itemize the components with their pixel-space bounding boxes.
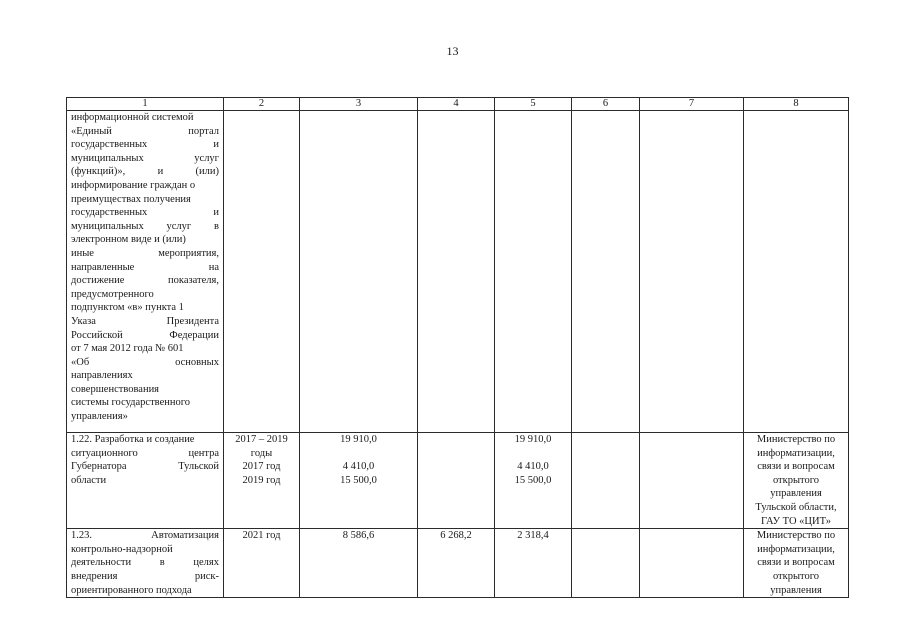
text-line [71, 356, 219, 370]
cell-line: 8 586,6 [342, 530, 375, 542]
table-row [67, 433, 849, 529]
text-line [71, 342, 219, 356]
text-line [71, 179, 219, 193]
cell-line: открытого [772, 474, 820, 486]
cell-line: 15 500,0 [340, 474, 377, 486]
text-word: достижение [71, 275, 125, 287]
header-cell-1: 1 [67, 98, 224, 111]
text-word: на [208, 261, 219, 273]
text-line [71, 193, 219, 207]
text-line [71, 433, 219, 447]
text-line [71, 543, 219, 557]
text-word: 1.23. [71, 530, 92, 542]
text-word: Указа [71, 315, 96, 327]
text-word: Российской [71, 329, 123, 341]
cell-line: Министерство по [756, 434, 836, 445]
text-word: (или) [195, 166, 219, 178]
text-word: портал [188, 125, 219, 137]
text-line [71, 410, 219, 424]
cell-line [499, 447, 567, 461]
text-word: Автоматизация [151, 530, 219, 542]
text-word: основных [175, 356, 219, 368]
text-word: Федерации [169, 329, 219, 341]
col7-cell [640, 111, 744, 433]
text-word: «Об [71, 356, 90, 368]
col6-cell [572, 529, 640, 598]
text-line [71, 220, 219, 234]
text-word: области [71, 474, 107, 486]
text-word: системы государственного [71, 397, 191, 409]
text-word: и [213, 139, 219, 151]
text-line [71, 383, 219, 397]
text-word: предусмотренного [71, 288, 154, 300]
description-cell [67, 433, 224, 529]
cell-line: управления [770, 488, 822, 500]
header-cell-5: 5 [495, 98, 572, 111]
text-word: риск- [194, 570, 219, 582]
text-line [71, 165, 219, 179]
text-word: подпунктом «в» пункта 1 [71, 302, 184, 314]
text-line [71, 556, 219, 570]
text-word: электронном виде и (или) [71, 234, 186, 246]
text-line [71, 329, 219, 343]
text-line [71, 584, 219, 598]
text-word: направлениях [71, 370, 133, 382]
cell-line: информатизации, [757, 447, 835, 459]
text-word: ориентированного подхода [71, 584, 192, 596]
regional-cell [495, 433, 572, 529]
text-line [71, 233, 219, 247]
text-word: управления» [71, 411, 128, 423]
description-cell [67, 111, 224, 433]
cell-line: 2021 год [242, 530, 281, 542]
regional-cell [495, 111, 572, 433]
table-row [67, 529, 849, 598]
text-line [71, 396, 219, 410]
header-row [67, 98, 849, 111]
text-word: услуг [194, 152, 219, 164]
period-cell [224, 529, 300, 598]
text-word: иные [71, 247, 94, 259]
text-word: от 7 мая 2012 года № 601 [71, 343, 184, 355]
period-cell [224, 111, 300, 433]
text-line [71, 288, 219, 302]
cell-line: 4 410,0 [342, 461, 375, 473]
cell-line [304, 447, 413, 461]
header-cell-4: 4 [418, 98, 495, 111]
cell-line: 19 910,0 [514, 434, 552, 445]
text-word: муниципальных [71, 152, 144, 164]
total-cell [300, 433, 418, 529]
cell-line: 6 268,2 [440, 530, 472, 542]
text-word: целях [193, 557, 219, 569]
period-cell [224, 433, 300, 529]
cell-line: 4 410,0 [517, 461, 549, 473]
description-cell [67, 529, 224, 598]
cell-line: 2 318,4 [517, 530, 549, 542]
text-word: преимуществах получения [71, 193, 191, 205]
page-number: 13 [446, 44, 459, 58]
text-line [71, 474, 219, 488]
text-word: направленные [71, 261, 135, 273]
cell-line: 2019 год [242, 474, 281, 486]
text-line [71, 152, 219, 166]
cell-line: управления [770, 584, 822, 596]
text-word: государственных [71, 207, 148, 219]
col6-cell [572, 111, 640, 433]
document-table [66, 97, 849, 598]
text-line [71, 125, 219, 139]
text-line [71, 206, 219, 220]
text-word: внедрения [71, 570, 118, 582]
col7-cell [640, 529, 744, 598]
text-word: Губернатора [71, 461, 127, 473]
text-word: услуг [166, 220, 192, 232]
text-word: 1.22. Разработка и создание [71, 434, 195, 445]
text-line [71, 138, 219, 152]
executor-cell [744, 111, 849, 433]
col7-cell [640, 433, 744, 529]
text-word: муниципальных [71, 220, 144, 232]
text-line [71, 274, 219, 288]
text-word: «Единый [71, 125, 112, 137]
cell-line: Министерство по [756, 530, 836, 542]
cell-line: информатизации, [757, 543, 835, 555]
cell-line: 2017 год [242, 461, 281, 473]
text-line [71, 111, 219, 125]
header-cell-3: 3 [300, 98, 418, 111]
cell-line: 19 910,0 [340, 434, 377, 445]
cell-line: Тульской области, [755, 501, 837, 513]
text-line [71, 460, 219, 474]
text-word: (функций)», [71, 166, 126, 178]
federal-cell [418, 111, 495, 433]
text-line [71, 315, 219, 329]
cell-line: связи и вопросам [757, 557, 835, 569]
text-word: информационной системой [71, 112, 194, 123]
table-row [67, 111, 849, 433]
text-word: показателя, [168, 275, 219, 287]
header-cell-2: 2 [224, 98, 300, 111]
text-line [71, 301, 219, 315]
text-word: Тульской [178, 461, 219, 473]
total-cell [300, 111, 418, 433]
total-cell [300, 529, 418, 598]
cell-line: 2017 – 2019 [235, 434, 288, 445]
text-word: информирование граждан о [71, 179, 196, 191]
text-line [71, 247, 219, 261]
cell-line: открытого [772, 570, 820, 582]
text-line [71, 447, 219, 461]
text-word: контрольно-надзорной [71, 543, 173, 555]
text-line [71, 570, 219, 584]
header-cell-8: 8 [744, 98, 849, 111]
text-word: и [213, 207, 219, 219]
text-line [71, 369, 219, 383]
text-line [71, 261, 219, 275]
text-word: и [157, 166, 164, 178]
text-word: центра [188, 447, 219, 459]
executor-cell [744, 529, 849, 598]
header-cell-7: 7 [640, 98, 744, 111]
header-cell-6: 6 [572, 98, 640, 111]
text-word: в [214, 220, 219, 232]
text-word: совершенствования [71, 383, 160, 395]
text-word: мероприятия, [158, 247, 219, 259]
regional-cell [495, 529, 572, 598]
cell-line: годы [250, 447, 273, 459]
federal-cell [418, 433, 495, 529]
cell-line: ГАУ ТО «ЦИТ» [761, 515, 831, 527]
text-word: государственных [71, 139, 148, 151]
cell-line: связи и вопросам [757, 461, 835, 473]
text-word: ситуационного [71, 447, 138, 459]
text-word: в [159, 557, 165, 569]
text-line [71, 529, 219, 543]
cell-line: 15 500,0 [514, 474, 552, 486]
text-word: деятельности [71, 557, 132, 569]
col6-cell [572, 433, 640, 529]
federal-cell [418, 529, 495, 598]
executor-cell [744, 433, 849, 529]
text-word: Президента [166, 315, 219, 327]
